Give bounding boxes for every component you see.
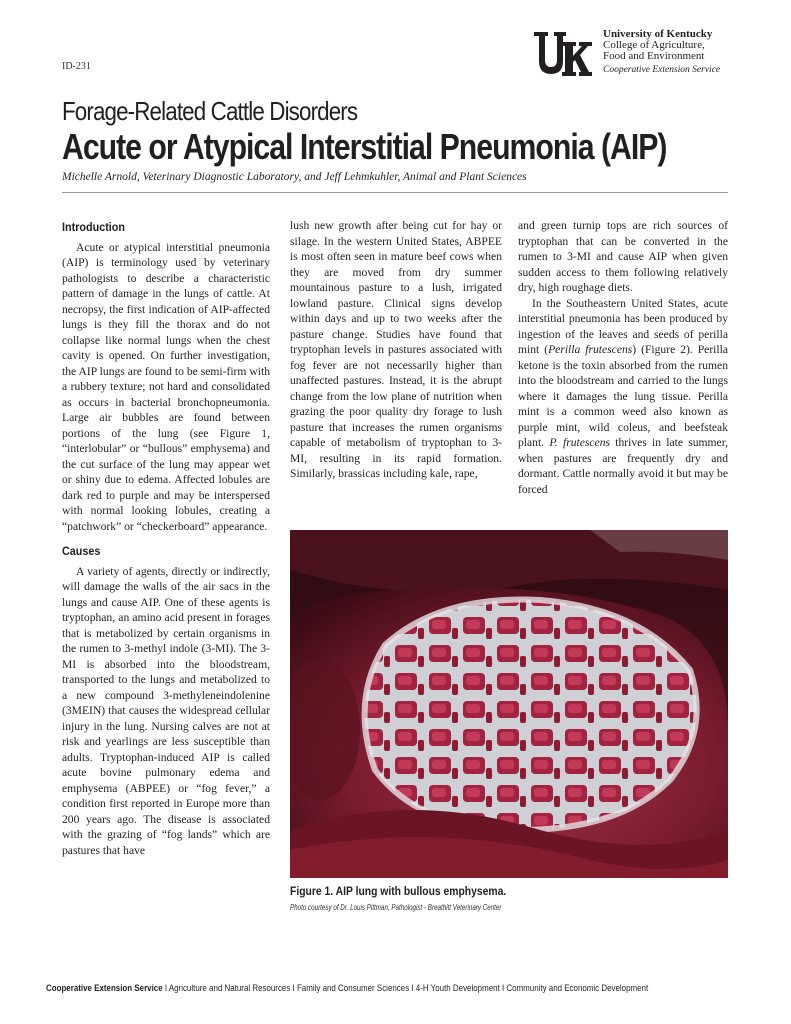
university-name: University of Kentucky bbox=[603, 28, 713, 40]
perilla-species-name: Perilla frutescens bbox=[548, 343, 633, 356]
footer-programs bbox=[46, 983, 649, 993]
series-title: Forage-Related Cattle Disorders bbox=[62, 96, 358, 126]
authors-line: Michelle Arnold, Veterinary Diagnostic Laboratory, and Jeff Lehmkuhler, Animal and Plant Sciences bbox=[62, 171, 527, 183]
perilla-text-end: thrives in late summer, when pastures are frequently dry and dormant. Cattle normally avoid it but may be forced bbox=[518, 436, 728, 496]
uk-logo bbox=[532, 30, 594, 78]
perilla-text-mid: ) (Figure 2). Perilla ketone is the toxin absorbed from the rumen into the bloodstream and carried to the lungs where it damages the lung tissue. Perilla mint is a common weed also known as purple mint, wild coleus, and beefsteak plant. bbox=[518, 343, 728, 449]
college-name-line1: College of Agriculture, bbox=[603, 39, 705, 51]
university-block bbox=[603, 29, 720, 76]
document-id: ID-231 bbox=[62, 61, 91, 72]
causes-paragraph-part1: A variety of agents, directly or indirectly, will damage the walls of the air sacs in the lungs and cause AIP. One of these agents is tryptophan, an amino acid present in forages that is metabolized by certain organisms in the rumen to 3-methyl indole (3-MI). The 3-MI is absorbed into the bloodstream, transported to the lungs and metabolized to a new compound 3-methyleneindolenine (3MEIN) that causes the widespread cellular injury in the lung. Nursing calves are not at risk and yearlings are less susceptible than adults. Tryptophan-induced AIP is called acute bovine pulmonary edema and emphysema (ABPEE) or “fog fever,” a condition first reported in Europe more than 200 years ago. The disease is associated with the grazing of “fog lands” which are pastures that have bbox=[62, 564, 270, 857]
figure-1-credit: Photo courtesy of Dr. Louis Pittman, Pathologist - Breathitt Veterinary Center bbox=[290, 903, 502, 912]
causes-paragraph-part3: and green turnip tops are rich sources of tryptophan that can be converted in the rumen to 3-MI and cause AIP when given sudden access to them following relatively dry, high roughage diets. bbox=[518, 219, 728, 294]
college-name-line2: Food and Environment bbox=[603, 50, 705, 62]
causes-paragraph-part2: lush new growth after being cut for hay or silage. In the western United States, ABPEE is most often seen in mature beef cows when they are moved from dry summer mountainous pasture to a lush, irrigated lowland pasture. Clinical signs develop within days and up to two weeks after the pasture change. Studies have found that tryptophan levels in pastures associated with fog fever are not necessarily higher than unaffected pastures. Instead, it is the abrupt change from the low plane of nutrition when grazing the poor quality dry forage to lush pasture that increases the rumen organisms capable of metabolism of tryptophan to 3-MI, resulting in its rapid formation. Similarly, brassicas including kale, rape, bbox=[290, 219, 502, 480]
perilla-text-start: In the Southeastern United States, acute interstitial pneumonia has been produced by ingestion of the leaves and seeds of perilla mint ( bbox=[518, 296, 728, 356]
introduction-heading: Introduction bbox=[62, 220, 125, 234]
column-1 bbox=[62, 220, 270, 858]
page-title: Acute or Atypical Interstitial Pneumonia (AIP) bbox=[62, 126, 667, 167]
introduction-paragraph: Acute or atypical interstitial pneumonia (AIP) is terminology used by veterinary pathologists to describe a characteristic pattern of damage in the lungs of cattle. At necropsy, the first indication of AIP-affected lungs is they fill the thorax and do not collapse like normal lungs when the chest cavity is opened. On further investigation, the AIP lungs are found to be semi-firm with a rubbery texture; not hard and consolidated as occurs in bacterial bronchopneumonia. Large air bubbles are found between portions of the lung (see Figure 1, “interlobular” or “bullous” emphysema) and the cut surface of the lung may appear wet or shiny due to edema. Affected lobules are dark red to purple and may be interspersed with normal looking lobules, creating a “patchwork” or “checkerboard” appearance. bbox=[62, 240, 270, 533]
perilla-mint-paragraph bbox=[518, 296, 728, 498]
footer-service: Cooperative Extension Service bbox=[46, 983, 163, 993]
title-divider bbox=[62, 192, 728, 193]
causes-heading: Causes bbox=[62, 544, 101, 558]
aip-lung-image bbox=[290, 530, 728, 878]
footer-program-list: I Agriculture and Natural Resources I Family and Consumer Sciences I 4-H Youth Development I Community and Economic Development bbox=[162, 983, 649, 993]
column-2 bbox=[290, 218, 502, 482]
figure-1-caption: Figure 1. AIP lung with bullous emphysema. bbox=[290, 886, 507, 898]
column-3 bbox=[518, 218, 728, 497]
extension-service-name: Cooperative Extension Service bbox=[603, 65, 721, 75]
figure-1-photo bbox=[290, 530, 728, 878]
perilla-species-abbrev: P. frutescens bbox=[549, 436, 611, 449]
uk-logo-mark bbox=[532, 30, 594, 78]
